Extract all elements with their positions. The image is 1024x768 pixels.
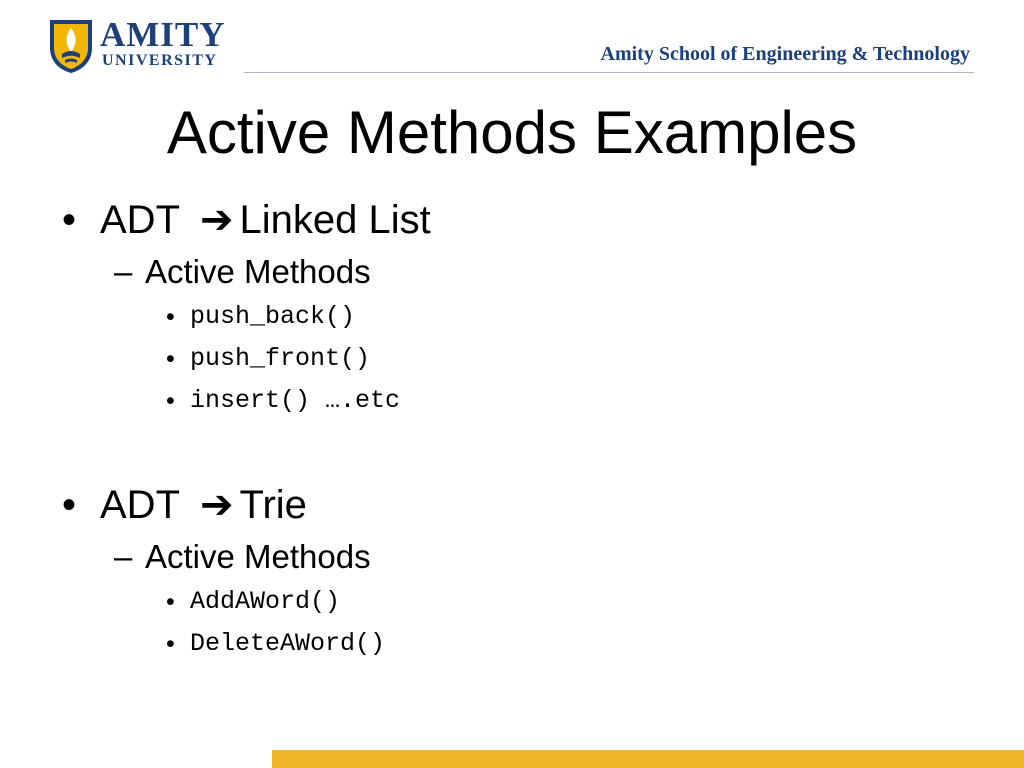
logo-wordmark-university: UNIVERSITY: [102, 52, 218, 69]
method-name: DeleteAWord(): [190, 629, 386, 658]
right-arrow-icon: ➔: [200, 483, 234, 527]
bullet-icon: •: [166, 387, 175, 415]
method-name: push_front(): [190, 344, 371, 373]
adt-label: ADT: [100, 198, 180, 242]
bullet-icon: •: [166, 345, 175, 373]
slide-title: Active Methods Examples: [166, 99, 858, 166]
bullet-icon: •: [166, 303, 175, 331]
method-name: push_back(): [190, 302, 356, 331]
bullet-icon: •: [62, 198, 77, 242]
sub-bullet-label: Active Methods: [145, 538, 371, 575]
right-arrow-icon: ➔: [200, 198, 234, 242]
school-name: Amity School of Engineering & Technology: [600, 43, 970, 65]
adt-label: ADT: [100, 483, 180, 527]
bullet-icon: •: [166, 630, 175, 658]
bullet-icon: •: [62, 483, 77, 527]
adt-name: Trie: [239, 483, 307, 527]
footer-accent-band: [272, 750, 1024, 768]
method-name: AddAWord(): [190, 587, 341, 616]
bullet-text: [100, 197, 431, 243]
adt-name: Linked List: [239, 198, 431, 242]
bullet-text: [100, 482, 307, 528]
method-name: insert() ….etc: [190, 386, 401, 415]
logo-wordmark-amity: AMITY: [100, 15, 226, 54]
dash-icon: –: [114, 538, 133, 575]
bullet-icon: •: [166, 588, 175, 616]
dash-icon: –: [114, 253, 133, 290]
sub-bullet-label: Active Methods: [145, 253, 371, 290]
